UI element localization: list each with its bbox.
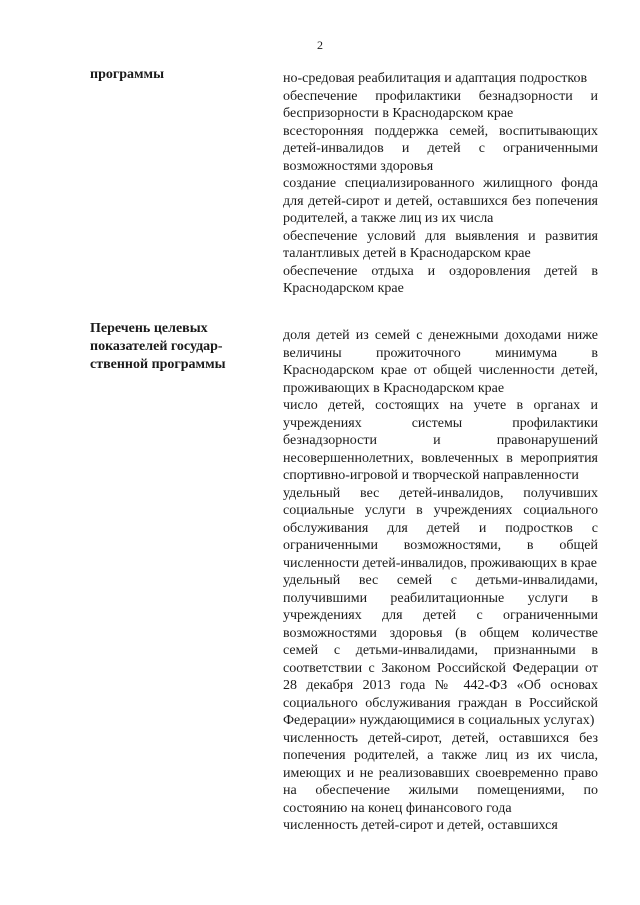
content-paragraph: численность детей-сирот и детей, оставшихся — [283, 818, 558, 833]
content-paragraph: но-средовая реабилитация и адаптация подростков — [283, 71, 588, 86]
section-label-line: программы — [90, 67, 164, 82]
content-paragraph: число детей, состоящих на учете в органах и учреждениях системы профилактики безнадзорности и правонарушений несовершеннолетних, вовлеченных в мероприятия спортивно-игровой и творческой направленности — [283, 398, 598, 483]
section-content-program-goals — [283, 70, 598, 298]
content-paragraph: удельный вес семей с детьми-инвалидами, получившими реабилитационные услуги в учреждениях для детей с ограниченными возможностями здоровья (в общем количестве семей с детьми-инвалидами, признанными в соответствии с Законом Российской Федерации от 28 декабря 2013 года № 442-ФЗ «Об основах социального обслуживания граждан в Российской Федерации» нуждающимися в социальных услугах) — [283, 573, 598, 728]
section-label-line: показателей государ- — [90, 339, 223, 354]
section-content-target-indicators — [283, 327, 598, 835]
content-paragraph: обеспечение условий для выявления и развития талантливых детей в Краснодарском крае — [283, 228, 598, 261]
content-paragraph: доля детей из семей с денежными доходами ниже величины прожиточного минимума в Краснодарском крае от общей численности детей, проживающих в Краснодарском крае — [283, 328, 598, 396]
content-paragraph: обеспечение отдыха и оздоровления детей в Краснодарском крае — [283, 263, 598, 296]
page-number: 2 — [317, 38, 323, 52]
content-paragraph: численность детей-сирот, детей, оставшихся без попечения родителей, а также лиц из их числа, имеющих и не реализовавших своевременно право на обеспечение жилыми помещениями, по состоянию на конец финансового года — [283, 730, 598, 816]
section-label-line: Перечень целевых — [90, 321, 208, 336]
content-paragraph: создание специализированного жилищного фонда для детей-сирот и детей, оставшихся без попечения родителей, а также лиц из их числа — [283, 176, 598, 226]
section-label-program-goals — [90, 66, 240, 84]
section-label-target-indicators — [90, 320, 265, 374]
section-label-line: ственной программы — [90, 357, 226, 372]
content-paragraph: удельный вес детей-инвалидов, получивших социальные услуги в учреждениях социального обслуживания для детей и подростков с ограниченными возможностями, в общей численности детей-инвалидов, проживающих в крае — [283, 485, 598, 571]
content-paragraph: обеспечение профилактики безнадзорности и беспризорности в Краснодарском крае — [283, 88, 598, 121]
content-paragraph: всесторонняя поддержка семей, воспитывающих детей-инвалидов и детей с ограниченными возможностями здоровья — [283, 123, 598, 174]
